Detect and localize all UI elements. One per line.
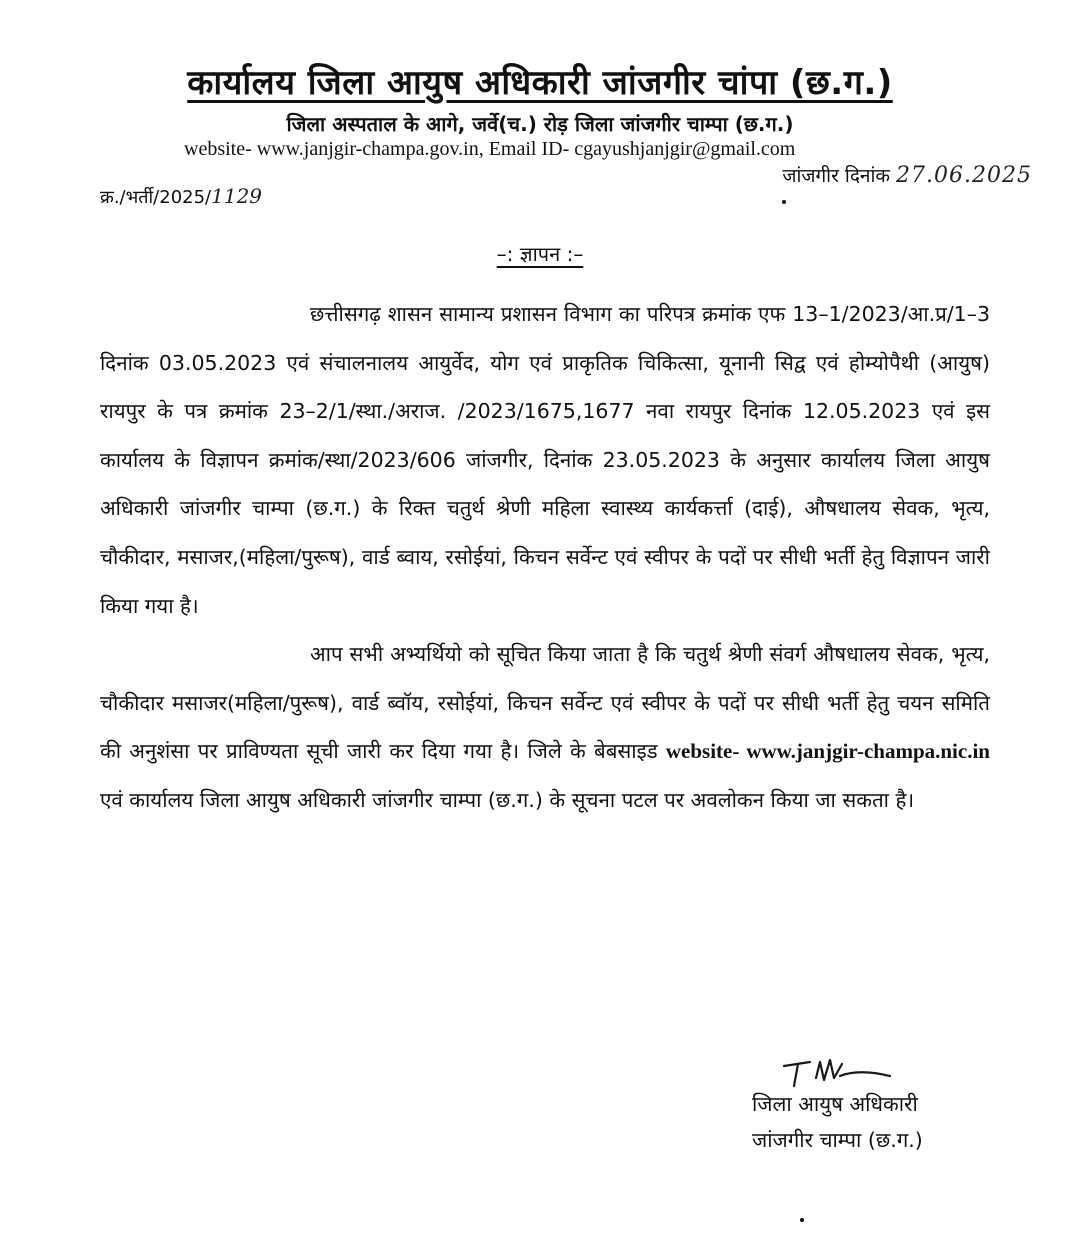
- paragraph-2-text-b: एवं कार्यालय जिला आयुष अधिकारी जांजगीर चाम्पा (छ.ग.) के सूचना पटल पर अवलोकन किया जा सकता है।: [100, 787, 915, 812]
- paragraph-2-website: website- www.janjgir-champa.nic.in: [665, 739, 990, 764]
- date-label: जांजगीर दिनांक: [782, 165, 890, 187]
- memo-body: [100, 290, 990, 825]
- signatory-block: [752, 1086, 923, 1158]
- signatory-location: जांजगीर चाम्पा (छ.ग.): [752, 1128, 923, 1152]
- ink-dot: [800, 1218, 804, 1222]
- ink-dot: [782, 200, 786, 204]
- issue-date: [782, 162, 1032, 188]
- paragraph-2: [100, 630, 990, 824]
- paragraph-1: छत्तीसगढ़ शासन सामान्य प्रशासन विभाग का परिपत्र क्रमांक एफ 13–1/2023/आ.प्र/1–3 दिनांक 03.05.2023 एवं संचालनालय आयुर्वेद, योग एवं प्राकृतिक चिकित्सा, यूनानी सिद्व एवं होम्योपैथी (आयुष) रायपुर के पत्र क्रमांक 23–2/1/स्था./अराज. /2023/1675,1677 नवा रायपुर दिनांक 12.05.2023 एवं इस कार्यालय के विज्ञापन क्रमांक/स्था/2023/606 जांजगीर, दिनांक 23.05.2023 के अनुसार कार्यालय जिला आयुष अधिकारी जांजगीर चाम्पा (छ.ग.) के रिक्त चतुर्थ श्रेणी महिला स्वास्थ्य कार्यकर्त्ता (दाई), औषधालय सेवक, भृत्य, चौकीदार, मसाजर,(महिला/पुरूष), वार्ड ब्वाय, रसोईयां, किचन सर्वेन्ट एवं स्वीपर के पदों पर सीधी भर्ती हेतु विज्ञापन जारी किया गया है।: [100, 302, 990, 618]
- reference-prefix: क्र./भर्ती/2025/: [100, 187, 212, 208]
- reference-handwritten-number: 1129: [211, 184, 263, 208]
- memo-heading: –: ज्ञापन :–: [496, 242, 584, 266]
- date-handwritten-value: 27.06.2025: [896, 163, 1032, 188]
- office-address: जिला अस्पताल के आगे, जर्वे(च.) रोड़ जिला जांजगीर चाम्पा (छ.ग.): [286, 112, 794, 136]
- signatory-designation: जिला आयुष अधिकारी: [752, 1092, 918, 1116]
- reference-number: [100, 184, 262, 209]
- paragraph-2-text-a: आप सभी अभ्यर्थियो को सूचित किया जाता है कि चतुर्थ श्रेणी संवर्ग औषधालय सेवक, भृत्य, चौकीदार मसाजर(महिला/पुरूष), वार्ड ब्वॉय, रसोईयां, किचन सर्वेन्ट एवं स्वीपर के पदों पर सीधी भर्ती हेतु चयन समिति की अनुशंसा पर प्राविण्यता सूची जारी कर दिया गया है। जिले के बेबसाइड: [100, 642, 990, 764]
- office-title: कार्यालय जिला आयुष अधिकारी जांजगीर चांपा (छ.ग.): [187, 63, 893, 103]
- office-contact: website- www.janjgir-champa.gov.in, Email ID- cgayushjanjgir@gmail.com: [184, 138, 796, 160]
